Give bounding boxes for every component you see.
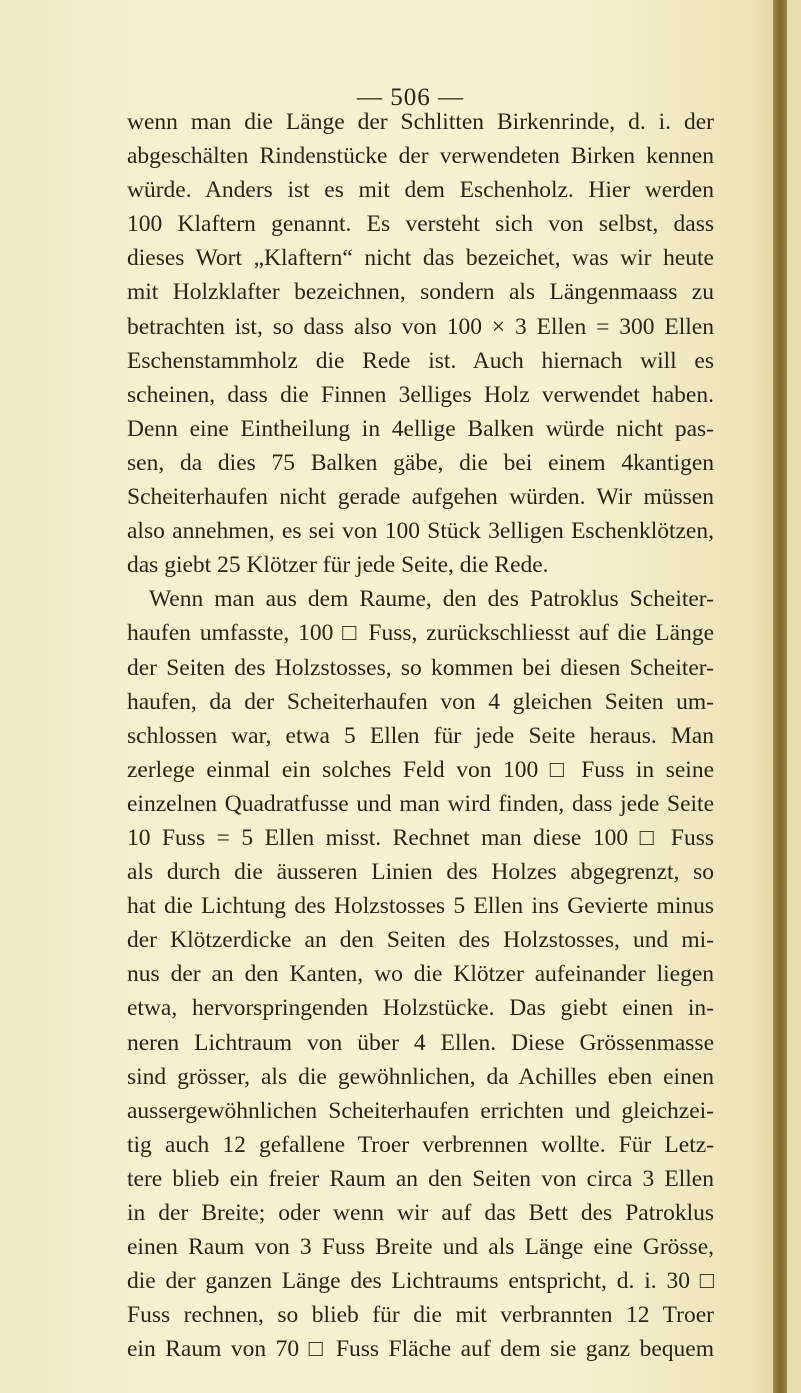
- text-line: sind grösser, als die gewöhnlichen, da Achilles eben einen: [127, 1063, 714, 1090]
- text-line: würde. Anders ist es mit dem Eschenholz. Hier werden: [127, 177, 714, 204]
- text-line: Denn eine Eintheilung in 4ellige Balken würde nicht pas-: [127, 415, 714, 442]
- text-line: ein Raum von 70 □ Fuss Fläche auf dem sie ganz bequem: [127, 1336, 714, 1363]
- text-line: nus der an den Kanten, wo die Klötzer aufeinander liegen: [127, 961, 714, 988]
- text-line: abgeschälten Rindenstücke der verwendeten Birken kennen: [127, 143, 714, 170]
- text-line: die der ganzen Länge des Lichtraums entspricht, d. i. 30 □: [127, 1268, 714, 1295]
- text-line: 10 Fuss = 5 Ellen misst. Rechnet man diese 100 □ Fuss: [127, 824, 714, 851]
- book-spine-edge: [773, 0, 787, 1393]
- text-line: Scheiterhaufen nicht gerade aufgehen würden. Wir müssen: [127, 484, 714, 511]
- text-line: tere blieb ein freier Raum an den Seiten von circa 3 Ellen: [127, 1165, 714, 1192]
- text-line: der Klötzerdicke an den Seiten des Holzstosses, und mi-: [127, 927, 714, 954]
- text-line: tig auch 12 gefallene Troer verbrennen wollte. Für Letz-: [127, 1131, 714, 1158]
- page-number: — 506 —: [357, 84, 464, 111]
- text-line: als durch die äusseren Linien des Holzes abgegrenzt, so: [127, 859, 714, 886]
- text-line: wenn man die Länge der Schlitten Birkenrinde, d. i. der: [127, 109, 714, 135]
- text-line: hat die Lichtung des Holzstosses 5 Ellen ins Gevierte minus: [127, 893, 714, 920]
- text-line: das giebt 25 Klötzer für jede Seite, die Rede.: [127, 552, 549, 579]
- text-line: mit Holzklafter bezeichnen, sondern als Längenmaass zu: [127, 279, 714, 306]
- text-line: der Seiten des Holzstosses, so kommen bei diesen Scheiter-: [127, 654, 714, 681]
- text-line: haufen, da der Scheiterhaufen von 4 gleichen Seiten um-: [127, 688, 714, 715]
- text-line: betrachten ist, so dass also von 100 × 3 Ellen = 300 Ellen: [127, 313, 714, 340]
- body-text: [127, 105, 714, 1366]
- text-line: Eschenstammholz die Rede ist. Auch hiernach will es: [127, 347, 714, 374]
- text-line: also annehmen, es sei von 100 Stück 3elligen Eschenklötzen,: [127, 518, 714, 545]
- text-line: etwa, hervorspringenden Holzstücke. Das giebt einen in-: [127, 995, 714, 1022]
- text-line: neren Lichtraum von über 4 Ellen. Diese Grössenmasse: [127, 1029, 714, 1056]
- text-line: haufen umfasste, 100 □ Fuss, zurückschliesst auf die Länge: [127, 620, 714, 647]
- text-line: schlossen war, etwa 5 Ellen für jede Seite heraus. Man: [127, 722, 714, 749]
- text-line: scheinen, dass die Finnen 3elliges Holz verwendet haben.: [127, 381, 714, 408]
- text-line: einen Raum von 3 Fuss Breite und als Länge eine Grösse,: [127, 1234, 714, 1261]
- text-line: aussergewöhnlichen Scheiterhaufen errichten und gleichzei-: [127, 1097, 714, 1124]
- text-line: Fuss rechnen, so blieb für die mit verbrannten 12 Troer: [127, 1302, 714, 1329]
- text-line: sen, da dies 75 Balken gäbe, die bei einem 4kantigen: [127, 449, 714, 476]
- text-line: 100 Klaftern genannt. Es versteht sich von selbst, dass: [127, 211, 714, 238]
- text-line: in der Breite; oder wenn wir auf das Bett des Patroklus: [127, 1200, 714, 1226]
- text-line: zerlege einmal ein solches Feld von 100 □ Fuss in seine: [127, 756, 714, 783]
- text-line: Wenn man aus dem Raume, den des Patroklus Scheiter-: [149, 586, 714, 613]
- page-margin-edge: [787, 0, 801, 1393]
- text-line: dieses Wort „Klaftern“ nicht das bezeichet, was wir heute: [127, 245, 714, 272]
- text-line: einzelnen Quadratfusse und man wird finden, dass jede Seite: [127, 790, 714, 817]
